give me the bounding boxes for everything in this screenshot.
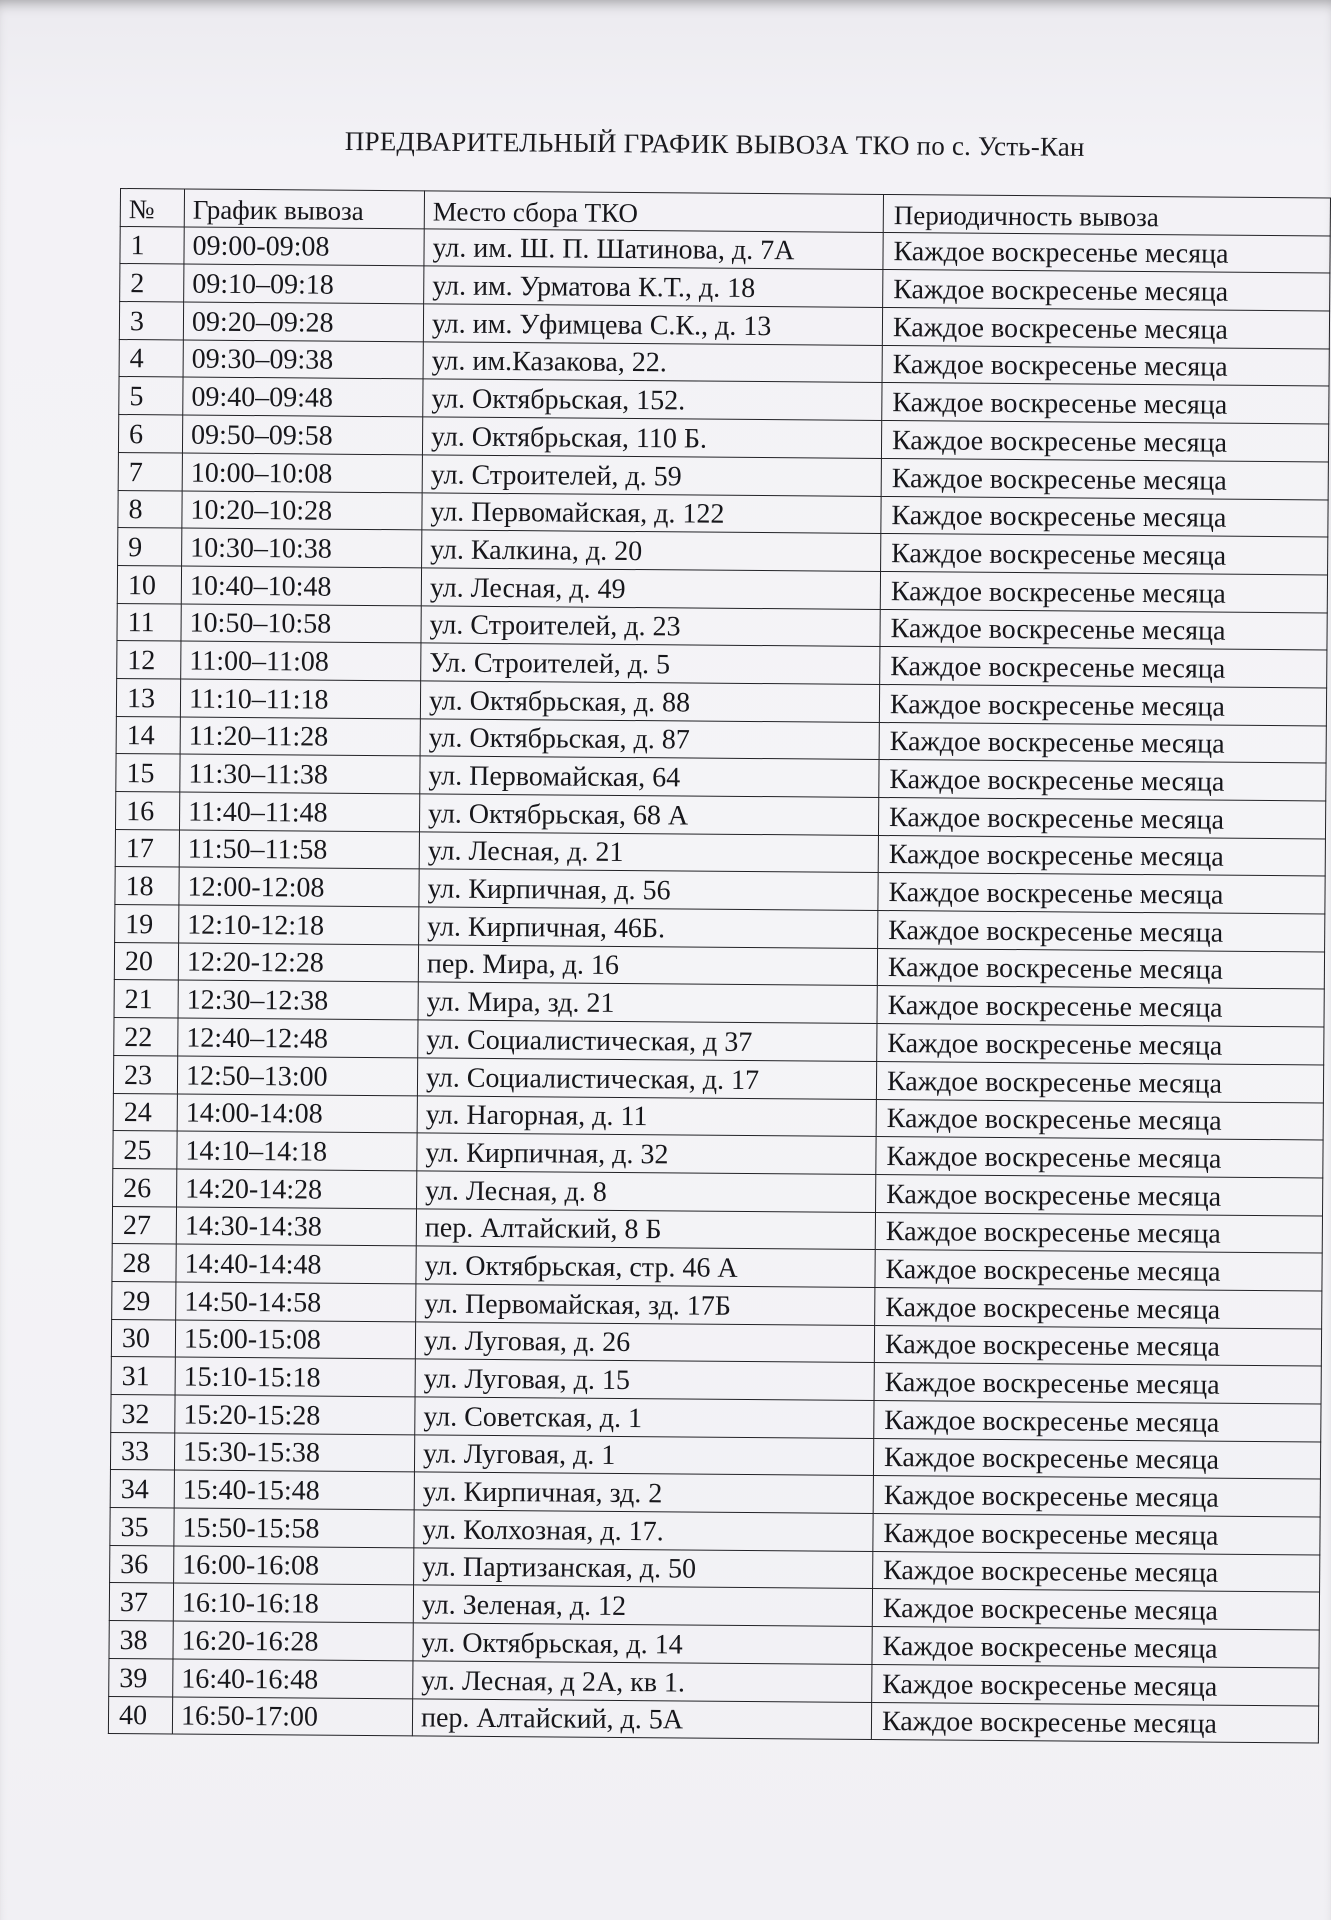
row-frequency-cell: Каждое воскресенье месяца — [872, 1589, 1319, 1630]
row-time-cell: 14:10–14:18 — [177, 1131, 417, 1171]
row-location-cell: ул. Октябрьская, 68 А — [419, 794, 878, 835]
row-time-cell: 09:00-09:08 — [184, 227, 424, 267]
row-time-cell: 14:00-14:08 — [177, 1093, 417, 1133]
row-number-cell: 1 — [120, 226, 184, 264]
row-number-cell: 24 — [113, 1093, 177, 1131]
row-time-cell: 09:30–09:38 — [183, 340, 423, 380]
row-location-cell: ул. Первомайская, д. 122 — [422, 492, 881, 533]
row-time-cell: 14:30-14:38 — [176, 1207, 416, 1247]
row-number-cell: 35 — [110, 1508, 174, 1546]
row-time-cell: 15:10-15:18 — [175, 1357, 415, 1397]
row-frequency-cell: Каждое воскресенье месяца — [877, 948, 1324, 989]
schedule-table — [108, 188, 1331, 1744]
row-time-cell: 11:20–11:28 — [180, 717, 420, 757]
row-time-cell: 16:00-16:08 — [174, 1546, 414, 1586]
row-number-cell: 15 — [116, 754, 180, 792]
row-frequency-cell: Каждое воскресенье месяца — [881, 496, 1328, 537]
row-location-cell: ул. им. Урматова К.Т., д. 18 — [424, 266, 883, 307]
row-frequency-cell: Каждое воскресенье месяца — [871, 1702, 1318, 1743]
row-number-cell: 3 — [119, 302, 183, 340]
table-body — [108, 226, 1330, 1743]
row-frequency-cell: Каждое воскресенье месяца — [883, 270, 1330, 311]
row-frequency-cell: Каждое воскресенье месяца — [874, 1400, 1321, 1441]
row-number-cell: 7 — [118, 452, 182, 490]
row-time-cell: 11:10–11:18 — [180, 679, 420, 719]
row-frequency-cell: Каждое воскресенье месяца — [879, 722, 1326, 763]
row-frequency-cell: Каждое воскресенье месяца — [876, 1061, 1323, 1102]
row-location-cell: пер. Алтайский, 8 Б — [416, 1208, 875, 1249]
row-number-cell: 32 — [111, 1394, 175, 1432]
row-time-cell: 10:20–10:28 — [182, 490, 422, 530]
row-time-cell: 12:20-12:28 — [178, 943, 418, 983]
row-location-cell: ул. Колхозная, д. 17. — [414, 1510, 873, 1551]
row-time-cell: 14:50-14:58 — [176, 1282, 416, 1322]
row-location-cell: ул. им. Ш. П. Шатинова, д. 7А — [424, 229, 883, 270]
row-location-cell: ул. Октябрьская, д. 14 — [413, 1623, 872, 1664]
row-location-cell: ул. Мира, зд. 21 — [418, 982, 877, 1023]
row-number-cell: 14 — [116, 716, 180, 754]
row-location-cell: пер. Мира, д. 16 — [418, 945, 877, 986]
row-frequency-cell: Каждое воскресенье месяца — [875, 1212, 1322, 1253]
row-frequency-cell: Каждое воскресенье месяца — [882, 383, 1329, 424]
row-location-cell: Ул. Строителей, д. 5 — [421, 643, 880, 684]
row-number-cell: 21 — [114, 980, 178, 1018]
row-location-cell: ул. Советская, д. 1 — [415, 1397, 874, 1438]
row-number-cell: 16 — [115, 791, 179, 829]
row-location-cell: ул. Партизанская, д. 50 — [414, 1548, 873, 1589]
row-number-cell: 23 — [113, 1055, 177, 1093]
row-number-cell: 31 — [111, 1357, 175, 1395]
row-time-cell: 10:40–10:48 — [181, 566, 421, 606]
row-time-cell: 16:40-16:48 — [173, 1659, 413, 1699]
row-location-cell: ул. Октябрьская, д. 88 — [420, 681, 879, 722]
row-time-cell: 16:50-17:00 — [172, 1696, 412, 1736]
row-number-cell: 29 — [112, 1281, 176, 1319]
schedule-table-wrapper — [108, 188, 1330, 1744]
row-number-cell: 5 — [119, 377, 183, 415]
row-time-cell: 11:30–11:38 — [180, 754, 420, 794]
row-frequency-cell: Каждое воскресенье месяца — [878, 835, 1325, 876]
row-location-cell: ул. Кирпичная, д. 32 — [417, 1133, 876, 1174]
row-frequency-cell: Каждое воскресенье месяца — [880, 647, 1327, 688]
row-number-cell: 4 — [119, 339, 183, 377]
row-time-cell: 12:50–13:00 — [177, 1056, 417, 1096]
row-number-cell: 33 — [110, 1432, 174, 1470]
row-location-cell: ул. Луговая, д. 15 — [415, 1359, 874, 1400]
row-location-cell: ул. Октябрьская, 152. — [423, 379, 882, 420]
row-number-cell: 34 — [110, 1470, 174, 1508]
row-number-cell: 28 — [112, 1244, 176, 1282]
row-frequency-cell: Каждое воскресенье месяца — [878, 873, 1325, 914]
row-frequency-cell: Каждое воскресенье месяца — [877, 986, 1324, 1027]
row-time-cell: 15:00-15:08 — [175, 1320, 415, 1360]
row-location-cell: ул. Лесная, д. 49 — [421, 568, 880, 609]
row-frequency-cell: Каждое воскресенье месяца — [872, 1627, 1319, 1668]
row-frequency-cell: Каждое воскресенье месяца — [877, 1024, 1324, 1065]
row-time-cell: 09:40–09:48 — [183, 377, 423, 417]
row-location-cell: ул. Первомайская, зд. 17Б — [416, 1284, 875, 1325]
row-location-cell: ул. им.Казакова, 22. — [423, 342, 882, 383]
row-location-cell: ул. Строителей, д. 23 — [421, 605, 880, 646]
row-number-cell: 6 — [118, 415, 182, 453]
row-time-cell: 09:20–09:28 — [183, 302, 423, 342]
row-number-cell: 10 — [117, 565, 181, 603]
row-number-cell: 25 — [113, 1131, 177, 1169]
row-number-cell: 2 — [120, 264, 184, 302]
row-frequency-cell: Каждое воскресенье месяца — [879, 760, 1326, 801]
row-number-cell: 8 — [118, 490, 182, 528]
header-frequency: Периодичность вывоза — [883, 194, 1330, 235]
row-frequency-cell: Каждое воскресенье месяца — [880, 609, 1327, 650]
row-number-cell: 40 — [108, 1696, 172, 1734]
document-title: ПРЕДВАРИТЕЛЬНЫЙ ГРАФИК ВЫВОЗА ТКО по с. Усть-Кан — [344, 126, 1085, 162]
row-number-cell: 27 — [112, 1206, 176, 1244]
row-location-cell: пер. Алтайский, д. 5А — [412, 1698, 871, 1739]
row-frequency-cell: Каждое воскресенье месяца — [873, 1476, 1320, 1517]
row-time-cell: 15:40-15:48 — [174, 1470, 414, 1510]
row-frequency-cell: Каждое воскресенье месяца — [882, 345, 1329, 386]
row-frequency-cell: Каждое воскресенье месяца — [876, 1174, 1323, 1215]
row-location-cell: ул. Октябрьская, д. 87 — [420, 719, 879, 760]
header-schedule: График вывоза — [184, 189, 424, 229]
row-time-cell: 15:20-15:28 — [175, 1395, 415, 1435]
row-frequency-cell: Каждое воскресенье месяца — [874, 1325, 1321, 1366]
row-number-cell: 13 — [116, 678, 180, 716]
row-time-cell: 11:00–11:08 — [181, 641, 421, 681]
row-number-cell: 38 — [109, 1621, 173, 1659]
row-location-cell: ул. Калкина, д. 20 — [422, 530, 881, 571]
row-number-cell: 19 — [115, 905, 179, 943]
row-frequency-cell: Каждое воскресенье месяца — [873, 1514, 1320, 1555]
row-number-cell: 17 — [115, 829, 179, 867]
row-frequency-cell: Каждое воскресенье месяца — [882, 308, 1329, 349]
row-location-cell: ул. им. Уфимцева С.К., д. 13 — [423, 304, 882, 345]
row-frequency-cell: Каждое воскресенье месяца — [881, 421, 1328, 462]
row-time-cell: 10:00–10:08 — [182, 453, 422, 493]
row-time-cell: 11:40–11:48 — [179, 792, 419, 832]
row-frequency-cell: Каждое воскресенье месяца — [873, 1551, 1320, 1592]
row-location-cell: ул. Октябрьская, стр. 46 А — [416, 1246, 875, 1287]
row-number-cell: 36 — [110, 1545, 174, 1583]
row-time-cell: 10:50–10:58 — [181, 604, 421, 644]
row-location-cell: ул. Социалистическая, д 37 — [418, 1020, 877, 1061]
row-frequency-cell: Каждое воскресенье месяца — [873, 1438, 1320, 1479]
row-location-cell: ул. Лесная, д. 8 — [417, 1171, 876, 1212]
row-time-cell: 15:30-15:38 — [174, 1433, 414, 1473]
row-location-cell: ул. Строителей, д. 59 — [422, 455, 881, 496]
row-time-cell: 11:50–11:58 — [179, 830, 419, 870]
row-location-cell: ул. Луговая, д. 1 — [414, 1435, 873, 1476]
row-time-cell: 12:00-12:08 — [179, 867, 419, 907]
row-number-cell: 22 — [114, 1018, 178, 1056]
row-frequency-cell: Каждое воскресенье месяца — [883, 232, 1330, 273]
row-time-cell: 12:10-12:18 — [179, 905, 419, 945]
row-time-cell: 09:50–09:58 — [182, 415, 422, 455]
row-location-cell: ул. Октябрьская, 110 Б. — [422, 417, 881, 458]
row-frequency-cell: Каждое воскресенье месяца — [875, 1250, 1322, 1291]
row-number-cell: 37 — [109, 1583, 173, 1621]
row-time-cell: 09:10–09:18 — [184, 264, 424, 304]
row-time-cell: 10:30–10:38 — [182, 528, 422, 568]
row-frequency-cell: Каждое воскресенье месяца — [876, 1099, 1323, 1140]
row-frequency-cell: Каждое воскресенье месяца — [876, 1137, 1323, 1178]
row-time-cell: 16:20-16:28 — [173, 1621, 413, 1661]
row-frequency-cell: Каждое воскресенье месяца — [880, 571, 1327, 612]
row-frequency-cell: Каждое воскресенье месяца — [874, 1363, 1321, 1404]
row-frequency-cell: Каждое воскресенье месяца — [881, 534, 1328, 575]
row-number-cell: 30 — [111, 1319, 175, 1357]
row-number-cell: 18 — [115, 867, 179, 905]
row-time-cell: 15:50-15:58 — [174, 1508, 414, 1548]
row-time-cell: 12:30–12:38 — [178, 980, 418, 1020]
row-frequency-cell: Каждое воскресенье месяца — [875, 1287, 1322, 1328]
row-number-cell: 20 — [114, 942, 178, 980]
row-time-cell: 16:10-16:18 — [173, 1583, 413, 1623]
row-frequency-cell: Каждое воскресенье месяца — [878, 911, 1325, 952]
row-frequency-cell: Каждое воскресенье месяца — [878, 797, 1325, 838]
row-location-cell: ул. Лесная, д. 21 — [419, 832, 878, 873]
row-number-cell: 9 — [118, 528, 182, 566]
row-number-cell: 26 — [113, 1168, 177, 1206]
row-number-cell: 39 — [109, 1658, 173, 1696]
header-location: Место сбора ТКО — [424, 191, 883, 232]
row-time-cell: 12:40–12:48 — [178, 1018, 418, 1058]
row-location-cell: ул. Нагорная, д. 11 — [417, 1095, 876, 1136]
row-number-cell: 12 — [117, 641, 181, 679]
row-frequency-cell: Каждое воскресенье месяца — [872, 1664, 1319, 1705]
row-location-cell: ул. Луговая, д. 26 — [415, 1321, 874, 1362]
row-location-cell: ул. Первомайская, 64 — [420, 756, 879, 797]
row-location-cell: ул. Кирпичная, д. 56 — [419, 869, 878, 910]
row-frequency-cell: Каждое воскресенье месяца — [879, 684, 1326, 725]
row-location-cell: ул. Кирпичная, 46Б. — [419, 907, 878, 948]
row-time-cell: 14:20-14:28 — [177, 1169, 417, 1209]
row-location-cell: ул. Зеленая, д. 12 — [413, 1585, 872, 1626]
row-location-cell: ул. Социалистическая, д. 17 — [417, 1058, 876, 1099]
row-number-cell: 11 — [117, 603, 181, 641]
row-time-cell: 14:40-14:48 — [176, 1244, 416, 1284]
row-location-cell: ул. Лесная, д 2А, кв 1. — [413, 1661, 872, 1702]
row-frequency-cell: Каждое воскресенье месяца — [881, 458, 1328, 499]
header-number: № — [120, 189, 184, 227]
row-location-cell: ул. Кирпичная, зд. 2 — [414, 1472, 873, 1513]
